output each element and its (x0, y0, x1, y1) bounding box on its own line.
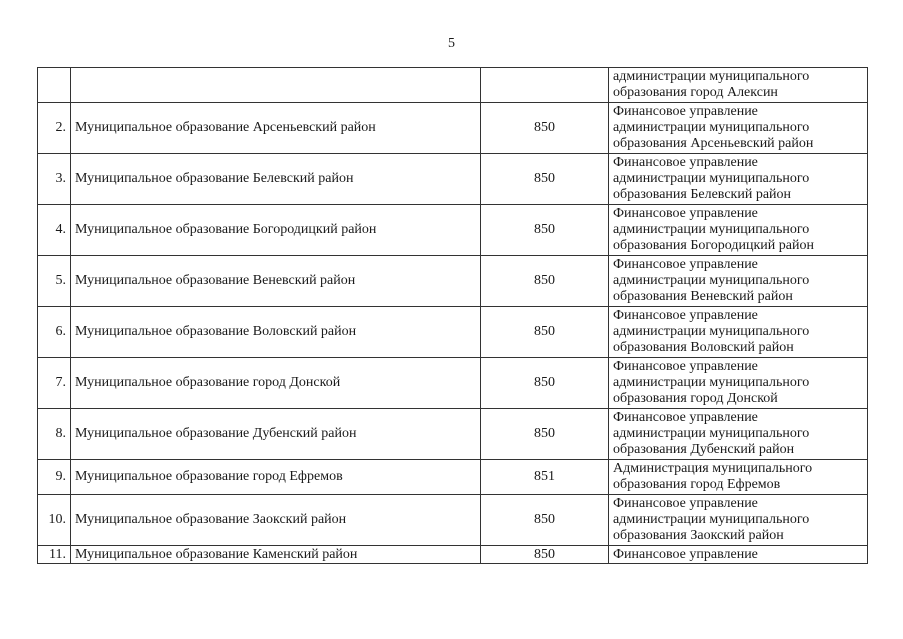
administrator-line: образования город Ефремов (613, 477, 781, 492)
row-number (38, 68, 71, 103)
municipality-name: Муниципальное образование Веневский район (71, 256, 481, 307)
administrator-name (609, 68, 868, 103)
administrator-line: образования Заокский район (613, 528, 784, 543)
budget-code: 851 (481, 460, 609, 495)
budget-code: 850 (481, 358, 609, 409)
administrator-name (609, 307, 868, 358)
administrator-line: администрации муниципального (613, 512, 810, 527)
administrator-line: Финансовое управление (613, 359, 758, 374)
table-row (38, 103, 868, 154)
row-number: 6. (38, 307, 71, 358)
administrator-line: администрации муниципального (613, 324, 810, 339)
administrator-name (609, 546, 868, 564)
administrator-line: администрации муниципального (613, 375, 810, 390)
administrator-name (609, 460, 868, 495)
allocation-table (37, 67, 868, 564)
budget-code: 850 (481, 495, 609, 546)
administrator-name (609, 154, 868, 205)
municipality-name: Муниципальное образование Дубенский район (71, 409, 481, 460)
municipality-name: Муниципальное образование Богородицкий район (71, 205, 481, 256)
administrator-line: Финансовое управление (613, 496, 758, 511)
row-number: 5. (38, 256, 71, 307)
row-number: 3. (38, 154, 71, 205)
municipality-name: Муниципальное образование город Донской (71, 358, 481, 409)
row-number: 4. (38, 205, 71, 256)
row-number: 9. (38, 460, 71, 495)
municipality-name: Муниципальное образование Арсеньевский район (71, 103, 481, 154)
municipality-name: Муниципальное образование Каменский район (71, 546, 481, 564)
table-row (38, 358, 868, 409)
administrator-name (609, 358, 868, 409)
administrator-line: администрации муниципального (613, 222, 810, 237)
administrator-line: администрации муниципального (613, 69, 810, 84)
row-number: 7. (38, 358, 71, 409)
administrator-name (609, 495, 868, 546)
row-number: 10. (38, 495, 71, 546)
administrator-line: администрации муниципального (613, 171, 810, 186)
row-number: 8. (38, 409, 71, 460)
administrator-line: администрации муниципального (613, 273, 810, 288)
budget-code: 850 (481, 103, 609, 154)
table-row (38, 460, 868, 495)
table-row (38, 154, 868, 205)
administrator-name (609, 409, 868, 460)
administrator-name (609, 205, 868, 256)
administrator-line: образования город Донской (613, 391, 778, 406)
table-row (38, 68, 868, 103)
municipality-name (71, 68, 481, 103)
municipality-name: Муниципальное образование Заокский район (71, 495, 481, 546)
administrator-line: образования Веневский район (613, 289, 793, 304)
administrator-line: администрации муниципального (613, 426, 810, 441)
municipality-name: Муниципальное образование город Ефремов (71, 460, 481, 495)
administrator-line: образования Воловский район (613, 340, 794, 355)
budget-code: 850 (481, 307, 609, 358)
administrator-line: Финансовое управление (613, 308, 758, 323)
administrator-line: образования город Алексин (613, 85, 778, 100)
table-row (38, 409, 868, 460)
administrator-line: Администрация муниципального (613, 461, 813, 476)
budget-code: 850 (481, 409, 609, 460)
row-number: 2. (38, 103, 71, 154)
budget-code: 850 (481, 154, 609, 205)
budget-code: 850 (481, 546, 609, 564)
table-row (38, 256, 868, 307)
table-row (38, 495, 868, 546)
page-number: 5 (448, 36, 455, 51)
administrator-line: образования Белевский район (613, 187, 792, 202)
administrator-line: Финансовое управление (613, 410, 758, 425)
administrator-line: Финансовое управление (613, 155, 758, 170)
table-row (38, 546, 868, 564)
budget-code: 850 (481, 205, 609, 256)
administrator-name (609, 256, 868, 307)
administrator-line: образования Арсеньевский район (613, 136, 814, 151)
administrator-name (609, 103, 868, 154)
municipality-name: Муниципальное образование Воловский район (71, 307, 481, 358)
row-number: 11. (38, 546, 71, 564)
table-row (38, 205, 868, 256)
administrator-line: администрации муниципального (613, 120, 810, 135)
administrator-line: Финансовое управление (613, 104, 758, 119)
administrator-line: Финансовое управление (613, 257, 758, 272)
budget-code (481, 68, 609, 103)
budget-code: 850 (481, 256, 609, 307)
table-row (38, 307, 868, 358)
administrator-line: Финансовое управление (613, 206, 758, 221)
table-body (38, 68, 868, 564)
administrator-line: Финансовое управление (613, 546, 758, 562)
municipality-name: Муниципальное образование Белевский район (71, 154, 481, 205)
administrator-line: образования Дубенский район (613, 442, 795, 457)
administrator-line: образования Богородицкий район (613, 238, 814, 253)
